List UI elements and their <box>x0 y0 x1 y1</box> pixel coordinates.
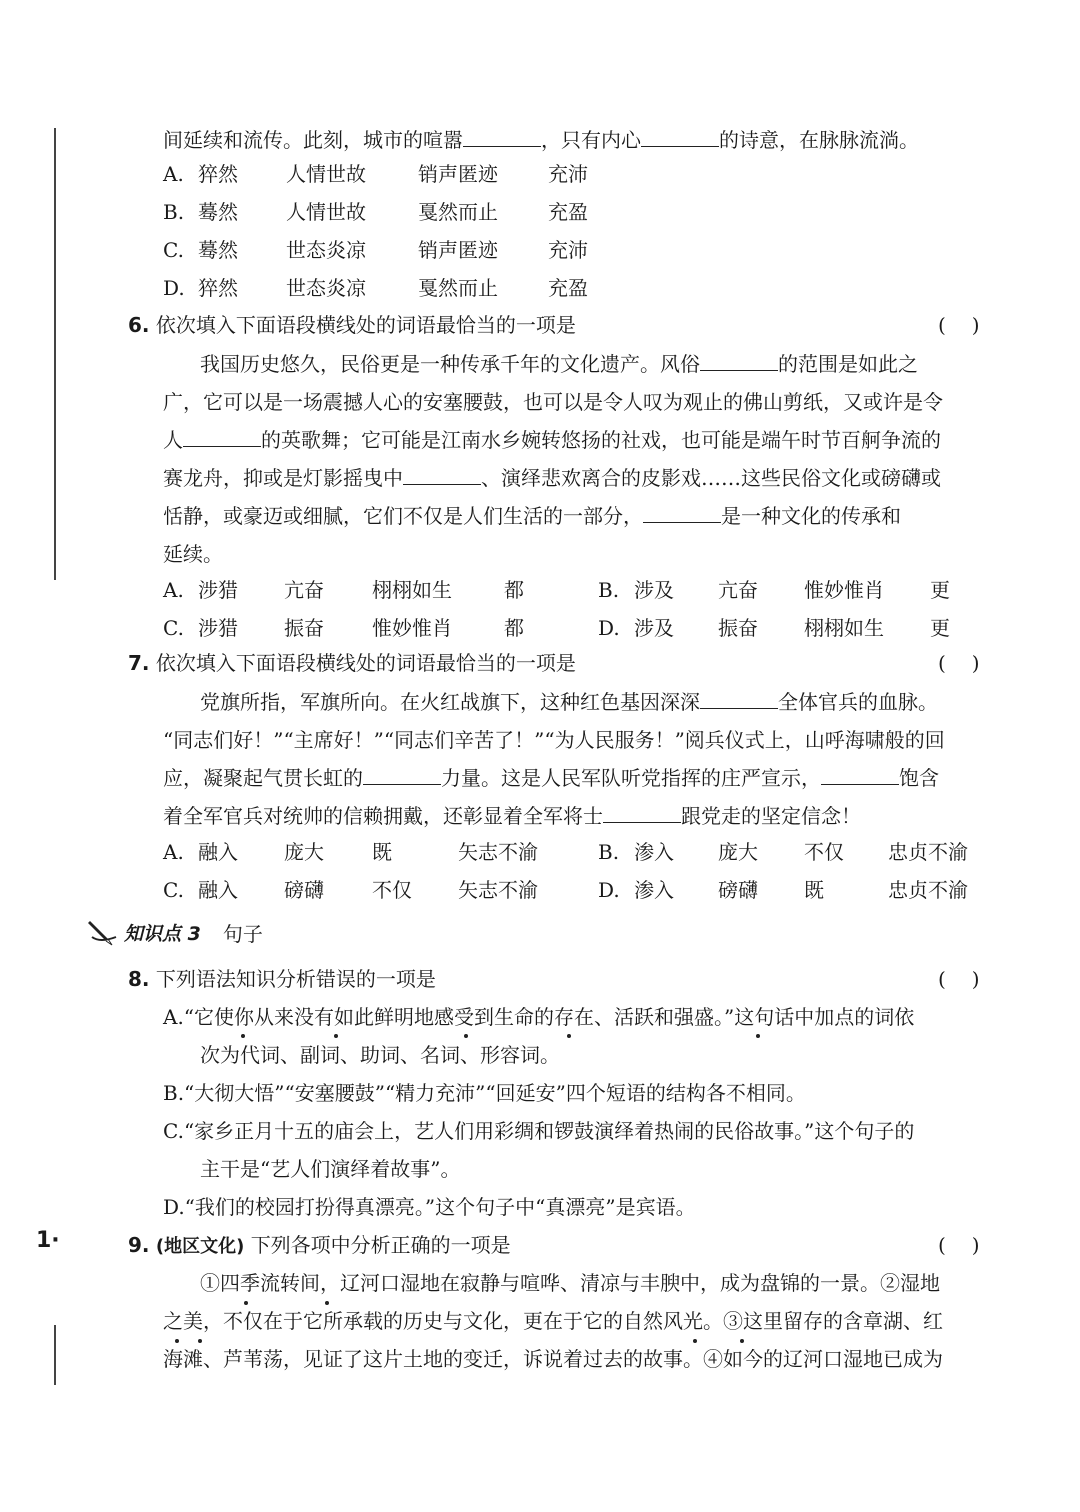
option-word: 忠贞不渝 <box>888 878 968 902</box>
option-word: 销声匿迹 <box>418 238 498 262</box>
q7-passage-line: 着全军官兵对统帅的信赖拥戴，还彰显着全军将士 跟党走的坚定信念！ <box>163 804 861 828</box>
option-word: 矢志不渝 <box>458 840 538 864</box>
option-word: 都 <box>504 578 524 602</box>
option-word: 庞大 <box>284 840 324 864</box>
emphasis-dot <box>464 1034 468 1038</box>
option-word: 都 <box>504 616 524 640</box>
q6-passage-line: 我国历史悠久，民俗更是一种传承千年的文化遗产。风俗 的范围是如此之 <box>200 352 918 376</box>
option-letter[interactable]: D. <box>598 616 620 640</box>
option-word: 惟妙惟肖 <box>804 578 884 602</box>
q7-passage-line: 应，凝聚起气贯长虹的 力量。这是人民军队听党指挥的庄严宣示， 饱含 <box>163 766 939 790</box>
option-word: 更 <box>930 578 950 602</box>
q8-option-b: B.“大彻大悟”“安塞腰鼓”“精力充沛”“回延安”四个短语的结构各不相同。 <box>163 1081 806 1105</box>
option-word: 磅礴 <box>284 878 324 902</box>
margin-binding-line <box>54 1325 56 1385</box>
option-letter[interactable]: B. <box>163 200 185 224</box>
section-title: 句子 <box>222 921 263 946</box>
q6-passage-line: 广，它可以是一场震撼人心的安塞腰鼓，也可以是令人叹为观止的佛山剪纸，又或许是令 <box>163 390 943 414</box>
option-word: 忠贞不渝 <box>888 840 968 864</box>
emphasis-dot <box>693 1339 697 1343</box>
q8-answer-paren[interactable]: () <box>938 967 1006 991</box>
q8-option-a-cont: 次为代词、副词、助词、名词、形容词。 <box>200 1043 560 1067</box>
option-word: 栩栩如生 <box>804 616 884 640</box>
emphasis-dot <box>567 1034 571 1038</box>
option-word: 振奋 <box>284 616 324 640</box>
option-word: 既 <box>804 878 824 902</box>
option-word: 猝然 <box>198 276 238 300</box>
option-word: 人情世故 <box>286 200 366 224</box>
option-word: 亢奋 <box>284 578 324 602</box>
option-letter[interactable]: A. <box>163 162 184 186</box>
option-word: 惟妙惟肖 <box>372 616 452 640</box>
option-word: 人情世故 <box>286 162 366 186</box>
option-word: 涉及 <box>634 616 674 640</box>
region-culture-tag: (地区文化) <box>155 1236 245 1257</box>
option-word: 不仅 <box>804 840 844 864</box>
emphasis-dot <box>756 1034 760 1038</box>
q9-stem: 9. (地区文化) 下列各项中分析正确的一项是 <box>128 1233 511 1257</box>
option-word: 世态炎凉 <box>286 238 366 262</box>
q8-option-a: A.“它使你从来没有如此鲜明地感受到生命的存在、活跃和强盛。”这句话中加点的词依 <box>163 1005 915 1029</box>
section-tag: 知识点 3 <box>124 922 201 945</box>
page-number: 1· <box>36 1228 60 1253</box>
option-word: 充沛 <box>548 162 588 186</box>
q6-passage-line: 恬静，或豪迈或细腻，它们不仅是人们生活的一部分， 是一种文化的传承和 <box>163 504 901 528</box>
option-letter[interactable]: D. <box>163 276 185 300</box>
emphasis-dot <box>198 1339 202 1343</box>
option-word: 销声匿迹 <box>418 162 498 186</box>
q6-passage-line: 延续。 <box>163 542 223 566</box>
option-word: 融入 <box>198 840 238 864</box>
q9-passage-line: 海滩、芦苇荡，见证了这片土地的变迁，诉说着过去的故事。④如今的辽河口湿地已成为 <box>163 1347 943 1371</box>
q6-passage-line: 人 的英歌舞；它可能是江南水乡婉转悠扬的社戏，也可能是端午时节百舸争流的 <box>163 428 941 452</box>
option-letter[interactable]: A. <box>163 840 184 864</box>
q6-answer-paren[interactable]: () <box>938 313 1006 337</box>
pencil-icon <box>86 917 120 947</box>
option-word: 不仅 <box>372 878 412 902</box>
q7-passage-line: “同志们好！”“主席好！”“同志们辛苦了！”“为人民服务！”阅兵仪式上，山呼海啸般的回 <box>163 728 945 752</box>
option-word: 涉及 <box>634 578 674 602</box>
q7-answer-paren[interactable]: () <box>938 651 1006 675</box>
option-word: 猝然 <box>198 162 238 186</box>
option-word: 世态炎凉 <box>286 276 366 300</box>
option-word: 既 <box>372 840 392 864</box>
q9-passage-line: ①四季流转间，辽河口湿地在寂静与喧哗、清凉与丰腴中，成为盘锦的一景。②湿地 <box>200 1271 940 1295</box>
q8-stem: 8. 下列语法知识分析错误的一项是 <box>128 967 436 991</box>
option-letter[interactable]: C. <box>163 616 184 640</box>
q8-option-c: C.“家乡正月十五的庙会上，艺人们用彩绸和锣鼓演绎着热闹的民俗故事。”这个句子的 <box>163 1119 915 1143</box>
option-word: 充沛 <box>548 238 588 262</box>
option-word: 融入 <box>198 878 238 902</box>
section-header <box>86 917 263 947</box>
option-letter[interactable]: A. <box>163 578 184 602</box>
option-word: 戛然而止 <box>418 200 498 224</box>
q8-option-c-cont: 主干是“艺人们演绎着故事”。 <box>200 1157 461 1181</box>
option-letter[interactable]: C. <box>163 878 184 902</box>
option-word: 亢奋 <box>718 578 758 602</box>
q6-passage-line: 赛龙舟，抑或是灯影摇曳中 、演绎悲欢离合的皮影戏……这些民俗文化或磅礴或 <box>163 466 941 490</box>
option-word: 更 <box>930 616 950 640</box>
q6-stem: 6. 依次填入下面语段横线处的词语最恰当的一项是 <box>128 313 576 337</box>
q7-passage-line: 党旗所指，军旗所向。在火红战旗下，这种红色基因深深 全体官兵的血脉。 <box>200 690 938 714</box>
q5-passage-end: 间延续和流传。此刻，城市的喧嚣 ，只有内心 的诗意，在脉脉流淌。 <box>163 128 919 152</box>
option-word: 充盈 <box>548 200 588 224</box>
emphasis-dot <box>740 1339 744 1343</box>
emphasis-dot <box>241 1034 245 1038</box>
emphasis-dot <box>334 1034 338 1038</box>
option-word: 涉猎 <box>198 616 238 640</box>
option-word: 磅礴 <box>718 878 758 902</box>
q7-stem: 7. 依次填入下面语段横线处的词语最恰当的一项是 <box>128 651 576 675</box>
option-letter[interactable]: D. <box>598 878 620 902</box>
option-word: 栩栩如生 <box>372 578 452 602</box>
option-word: 戛然而止 <box>418 276 498 300</box>
option-word: 蓦然 <box>198 238 238 262</box>
margin-binding-line <box>54 128 56 580</box>
option-word: 充盈 <box>548 276 588 300</box>
option-word: 涉猎 <box>198 578 238 602</box>
option-letter[interactable]: B. <box>598 578 620 602</box>
emphasis-dot <box>325 1301 329 1305</box>
emphasis-dot <box>175 1339 179 1343</box>
option-word: 渗入 <box>634 840 674 864</box>
q9-passage-line: 之美，不仅在于它所承载的历史与文化，更在于它的自然风光。③这里留存的含章湖、红 <box>163 1309 943 1333</box>
option-letter[interactable]: B. <box>598 840 620 864</box>
option-word: 渗入 <box>634 878 674 902</box>
option-letter[interactable]: C. <box>163 238 184 262</box>
option-word: 庞大 <box>718 840 758 864</box>
emphasis-dot <box>244 1301 248 1305</box>
option-word: 蓦然 <box>198 200 238 224</box>
q9-answer-paren[interactable]: () <box>938 1233 1006 1257</box>
option-word: 振奋 <box>718 616 758 640</box>
option-word: 矢志不渝 <box>458 878 538 902</box>
q8-option-d: D.“我们的校园打扮得真漂亮。”这个句子中“真漂亮”是宾语。 <box>163 1195 696 1219</box>
